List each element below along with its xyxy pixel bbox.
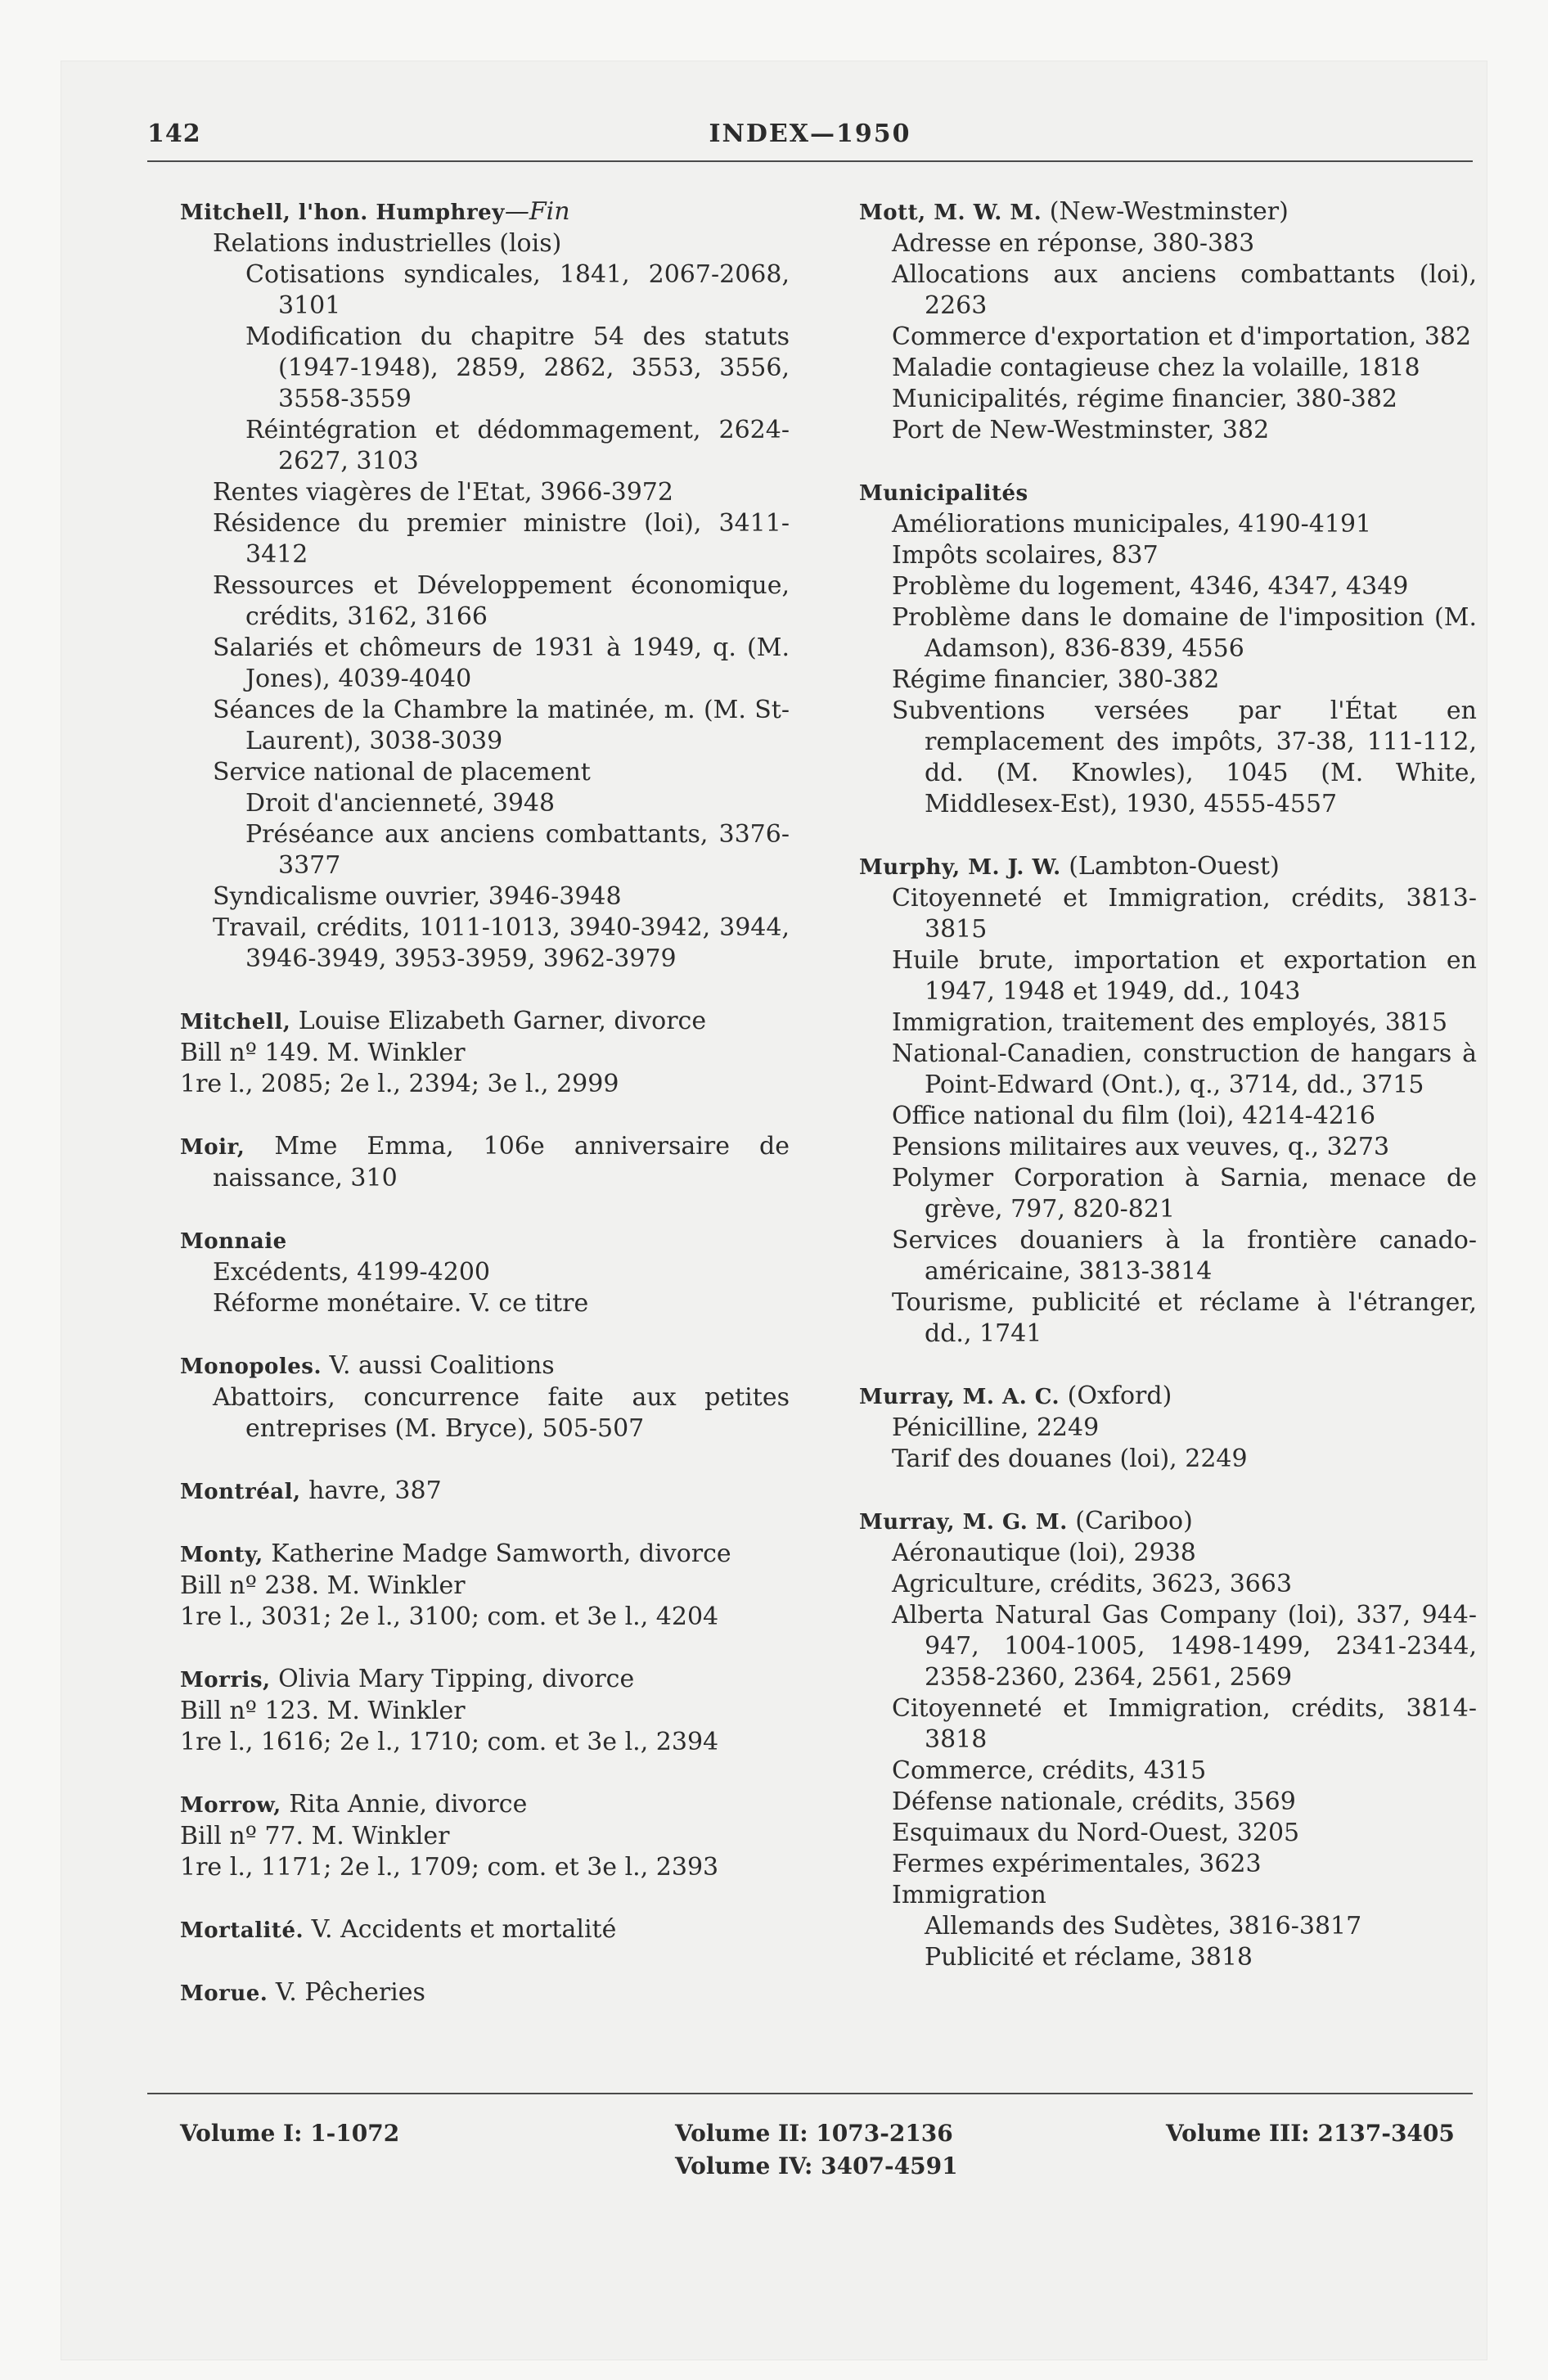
subentry: National-Canadien, construction de hangars à Point-Edward (Ont.), q., 3714, dd., 3715 — [892, 1039, 1477, 1099]
subentry: Relations industrielles (lois) — [213, 229, 562, 258]
entry-heading — [147, 1914, 790, 1946]
subentry: Allocations aux anciens combattants (loi), 2263 — [892, 260, 1477, 320]
subentry: Adresse en réponse, 380-383 — [892, 229, 1255, 258]
entry-name: Mortalité. — [180, 1918, 304, 1943]
subentry: Bill nº 123. M. Winkler — [180, 1697, 466, 1725]
subentry: Travail, crédits, 1011-1013, 3940-3942, 3944, 3946-3949, 3953-3959, 3962-3979 — [213, 913, 790, 973]
entry-continuation: —Fin — [504, 197, 570, 226]
entry-heading — [147, 1664, 790, 1696]
entry-heading-text: V. Accidents et mortalité — [304, 1915, 617, 1944]
subentry: Office national du film (loi), 4214-4216 — [892, 1102, 1376, 1130]
index-entry — [147, 1539, 790, 1633]
entry-heading-text: Rita Annie, divorce — [281, 1790, 528, 1819]
page-header — [147, 119, 1473, 160]
subentry: Impôts scolaires, 837 — [892, 541, 1159, 570]
entry-name: Murray, M. A. C. — [859, 1385, 1060, 1409]
subentry: Commerce, crédits, 4315 — [892, 1756, 1207, 1785]
entry-name: Monopoles. — [180, 1355, 322, 1379]
subentry: Défense nationale, crédits, 3569 — [892, 1787, 1296, 1816]
subentry: Problème du logement, 4346, 4347, 4349 — [892, 572, 1409, 601]
subentry: Fermes expérimentales, 3623 — [892, 1850, 1262, 1878]
subentry: Bill nº 238. M. Winkler — [180, 1571, 466, 1600]
subentry: Réintégration et dédommagement, 2624-2627, 3103 — [245, 416, 790, 476]
index-entry — [826, 1381, 1477, 1475]
entry-name: Monnaie — [180, 1229, 287, 1254]
subentry: Bill nº 77. M. Winkler — [180, 1822, 450, 1850]
entry-heading-text: Mme Emma, 106e anniversaire de naissance, 310 — [213, 1132, 790, 1192]
subentry: Séances de la Chambre la matinée, m. (M. St-Laurent), 3038-3039 — [213, 696, 790, 755]
subentry: Excédents, 4199-4200 — [213, 1258, 491, 1287]
volume-3-range: Volume III: 2137-3405 — [1166, 2120, 1455, 2147]
entry-heading-text: V. Pêcheries — [268, 1978, 425, 2007]
index-entry — [826, 477, 1477, 820]
subentry: Citoyenneté et Immigration, crédits, 3814-3818 — [892, 1694, 1477, 1754]
volume-1-range: Volume I: 1-1072 — [180, 2120, 400, 2147]
subentry: Immigration — [892, 1881, 1046, 1909]
index-entry — [147, 1476, 790, 1508]
entry-heading-text: (Cariboo) — [1067, 1507, 1193, 1535]
subentry: 1re l., 2085; 2e l., 2394; 3e l., 2999 — [180, 1070, 619, 1098]
subentry: Tarif des douanes (loi), 2249 — [892, 1445, 1248, 1473]
index-entry — [147, 1131, 790, 1194]
entry-name: Monty, — [180, 1543, 263, 1567]
subentry: Rentes viagères de l'Etat, 3966-3972 — [213, 478, 673, 507]
index-entry — [826, 1506, 1477, 1973]
volume-2-range: Volume II: 1073-2136 — [675, 2120, 953, 2147]
subentry: Droit d'ancienneté, 3948 — [245, 789, 556, 818]
entry-heading-text: Louise Elizabeth Garner, divorce — [290, 1007, 707, 1035]
subentry: 1re l., 3031; 2e l., 3100; com. et 3e l., 4204 — [180, 1602, 719, 1631]
subentry: Citoyenneté et Immigration, crédits, 3813-3815 — [892, 884, 1477, 944]
index-entry — [147, 1225, 790, 1319]
entry-name: Murray, M. G. M. — [859, 1510, 1068, 1535]
right-column — [826, 196, 1477, 2004]
entry-heading — [826, 1506, 1477, 1538]
subentry: Améliorations municipales, 4190-4191 — [892, 510, 1372, 539]
entry-name: Moir, — [180, 1135, 245, 1160]
index-entry — [147, 1977, 790, 2009]
entry-name: Municipalités — [859, 481, 1028, 506]
entry-heading-text: (New-Westminster) — [1042, 197, 1289, 226]
subentry: Municipalités, régime financier, 380-382 — [892, 385, 1398, 413]
entry-heading — [147, 1006, 790, 1038]
entry-name: Montréal, — [180, 1480, 301, 1504]
subentry: Pénicilline, 2249 — [892, 1413, 1100, 1442]
running-title: INDEX—1950 — [709, 119, 911, 148]
entry-heading — [147, 1539, 790, 1571]
subentry: Régime financier, 380-382 — [892, 665, 1220, 694]
subentry: Modification du chapitre 54 des statuts (1947-1948), 2859, 2862, 3553, 3556, 3558-3559 — [245, 322, 790, 413]
index-entry — [147, 1914, 790, 1946]
subentry: Tourisme, publicité et réclame à l'étranger, dd., 1741 — [892, 1288, 1477, 1348]
entry-name: Morrow, — [180, 1793, 281, 1818]
subentry: Polymer Corporation à Sarnia, menace de grève, 797, 820-821 — [892, 1164, 1477, 1224]
subentry: Immigration, traitement des employés, 3815 — [892, 1008, 1448, 1037]
subentry: Subventions versées par l'État en remplacement des impôts, 37-38, 111-112, dd. (M. Knowles), 1045 (M. White, Middlesex-Est), 1930, 4555-4557 — [892, 696, 1477, 818]
subentry: Syndicalisme ouvrier, 3946-3948 — [213, 882, 622, 911]
subentry: 1re l., 1616; 2e l., 1710; com. et 3e l., 2394 — [180, 1728, 719, 1756]
entry-name: Murphy, M. J. W. — [859, 855, 1061, 880]
subentry: Résidence du premier ministre (loi), 3411-3412 — [213, 509, 790, 569]
index-entry — [147, 1350, 790, 1445]
entry-name: Morris, — [180, 1668, 271, 1693]
entry-heading — [147, 1789, 790, 1821]
subentry: Bill nº 149. M. Winkler — [180, 1039, 466, 1067]
index-entry — [826, 196, 1477, 446]
entry-heading-text: havre, 387 — [300, 1476, 442, 1505]
subentry: Pensions militaires aux veuves, q., 3273 — [892, 1133, 1390, 1161]
subentry: Service national de placement — [213, 758, 591, 787]
entry-heading-text: (Oxford) — [1060, 1382, 1172, 1410]
left-column — [147, 196, 790, 2040]
entry-heading — [147, 1977, 790, 2009]
entry-heading — [826, 1381, 1477, 1413]
entry-name: Morue. — [180, 1981, 268, 2006]
subentry: Maladie contagieuse chez la volaille, 1818 — [892, 354, 1420, 382]
subentry: Port de New-Westminster, 382 — [892, 416, 1270, 444]
entry-heading — [826, 196, 1477, 228]
index-entry — [147, 1006, 790, 1100]
subentry: 1re l., 1171; 2e l., 1709; com. et 3e l., 2393 — [180, 1853, 719, 1882]
index-entry — [147, 1789, 790, 1883]
subentry: Aéronautique (loi), 2938 — [892, 1539, 1196, 1567]
volume-4-range: Volume IV: 3407-4591 — [675, 2152, 958, 2179]
subentry: Alberta Natural Gas Company (loi), 337, 944-947, 1004-1005, 1498-1499, 2341-2344, 2358-2360, 2364, 2561, 2569 — [892, 1601, 1477, 1692]
subentry: Préséance aux anciens combattants, 3376-3377 — [245, 820, 790, 880]
entry-heading-text: Katherine Madge Samworth, divorce — [263, 1539, 731, 1568]
footer-rule — [147, 2093, 1473, 2094]
subentry: Problème dans le domaine de l'imposition (M. Adamson), 836-839, 4556 — [892, 603, 1477, 663]
header-rule — [147, 160, 1473, 162]
subentry: Publicité et réclame, 3818 — [925, 1943, 1253, 1972]
index-entry — [826, 851, 1477, 1350]
subentry: Commerce d'exportation et d'importation, 382 — [892, 322, 1472, 351]
entry-heading — [147, 1131, 790, 1194]
page-number: 142 — [147, 119, 201, 148]
entry-heading — [147, 1225, 790, 1257]
entry-name: Mitchell, l'hon. Humphrey — [180, 201, 505, 225]
subentry: Esquimaux du Nord-Ouest, 3205 — [892, 1819, 1300, 1847]
entry-heading-text: Olivia Mary Tipping, divorce — [270, 1665, 635, 1693]
subentry: Cotisations syndicales, 1841, 2067-2068, 3101 — [245, 260, 790, 320]
subentry: Ressources et Développement économique, crédits, 3162, 3166 — [213, 571, 790, 631]
subentry: Abattoirs, concurrence faite aux petites entreprises (M. Bryce), 505-507 — [213, 1383, 790, 1443]
index-entry — [147, 196, 790, 975]
entry-heading-text: V. aussi Coalitions — [322, 1351, 555, 1380]
subentry: Huile brute, importation et exportation en 1947, 1948 et 1949, dd., 1043 — [892, 946, 1477, 1006]
entry-heading-text: (Lambton-Ouest) — [1060, 852, 1280, 881]
entry-heading — [826, 477, 1477, 509]
entry-heading — [147, 196, 790, 228]
entry-name: Mitchell, — [180, 1010, 291, 1034]
subentry: Allemands des Sudètes, 3816-3817 — [925, 1912, 1362, 1941]
subentry: Salariés et chômeurs de 1931 à 1949, q. (M. Jones), 4039-4040 — [213, 633, 790, 693]
subentry: Agriculture, crédits, 3623, 3663 — [892, 1570, 1293, 1598]
entry-heading — [826, 851, 1477, 883]
entry-heading — [147, 1476, 790, 1508]
entry-name: Mott, M. W. M. — [859, 201, 1042, 225]
subentry: Services douaniers à la frontière canado-américaine, 3813-3814 — [892, 1226, 1477, 1286]
entry-heading — [147, 1350, 790, 1382]
subentry: Réforme monétaire. V. ce titre — [213, 1289, 589, 1318]
index-entry — [147, 1664, 790, 1758]
